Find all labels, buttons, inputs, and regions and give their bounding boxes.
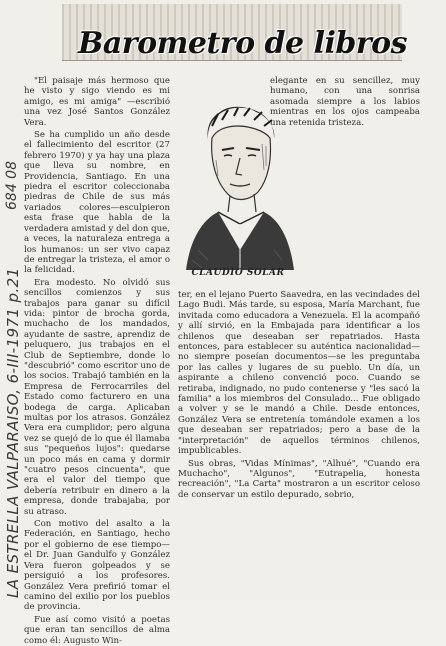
column-title: Barometro de libros [78, 26, 408, 61]
paragraph: elegante en su sencillez, muy humano, con una sonrisa asomada siempre a los labios mientras en los ojos campeaba una retenida tristeza. [270, 76, 420, 128]
archive-code-text: 684 08 [4, 161, 20, 210]
paragraph: Se ha cumplido un año desde el fallecimiento del escritor (27 febrero 1970) y ya hay una plaza que lleva su nombre, en Providencia, Santiago. En una piedra el escritor coleccionaba piedras de Chile de sus más variados colores—esculpieron esta frase que habla de la verdadera amistad y del don que, a veces, la naturaleza entrega a los humanos: un ser vivo capaz de entregar la tristeza, el amor o la felicidad. [24, 130, 170, 276]
article-column-left [24, 76, 170, 646]
author-portrait-drawing [178, 100, 298, 270]
paragraph: ter, en el lejano Puerto Saavedra, en las vecindades del Lago Budi. Más tarde, su esposa, María Marchant, fue invitada como educadora a Venezuela. El la acompañó y allí sirvió, en la Embajada para identificar a los chilenos que deseaban ser repatriados. Hasta entonces, para establecer su auténtica nacionalidad—no siempre poseían documentos—se les preguntaba por las calles y lugares de su pueblo. Un día, un aspirante a chileno convenció poco. Cuando se retiraba, indignado, no pudo contenerse y "les sacó la familia" a los miembros del Consulado... Fue obligado a volver y se le mandó a Chile. Desde entonces, González Vera se entretenía tomándole examen a los que deseaban ser repatriados; pero a base de la "interpretación" de aquellos términos chilenos, impublicables. [178, 290, 420, 457]
paragraph: Era modesto. No olvidó sus sencillos comienzos y sus trabajos para ganar su difícil vida: pintor de brocha gorda, muchacho de los mandados, ayudante de sastre, aprendiz de peluquero, jus trabajos en el Club de Septiembre, donde lo "descubrió" como escritor uno de los socios. Trabajó también en la Empresa de Ferrocarriles del Estado como facturero en una bodega de carga. Aplicaban multas por los atrasos. González Vera era cumplidor; pero alguna vez se quejó de lo que él llamaba sus "pequeños lujos": quedarse un poco más en cama y dormir "cuatro pesos cincuenta", que era el valor del tiempo que debería retribuir en dinero a la empresa, donde trabajaba, por su atraso. [24, 277, 170, 517]
paragraph: Con motivo del asalto a la Federación, en Santiago, hecho por el gobierno de ese tiempo—el Dr. Juan Gandulfo y González Vera fueron golpeados y se persiguió a los profesores. González Vera prefirió tomar el camino del exilio por los pueblos de provincia. [24, 519, 170, 613]
paragraph: Sus obras, "Vidas Mínimas", "Alhué", "Cuando era Muchacho", "Algunos", "Eutrapelia, honesta recreación", "La Carta" mostraron a un escritor celoso de conservar un estilo depurado, sobrio, [178, 458, 420, 500]
source-annotation-text: LA ESTRELLA VALPARAISO, 6-III-1971 p.21 [4, 267, 22, 598]
paragraph: Fue así como visitó a poetas que eran tan sencillos de alma como él: Augusto Win- [24, 614, 170, 646]
article-column-right [178, 290, 420, 600]
portrait-caption: CLAUDIO SOLAR [191, 268, 285, 278]
paragraph: "El paisaje más hermoso que he visto y sigo viendo es mi amigo, es mi amiga" —escribió una vez José Santos González Vera. [24, 76, 170, 128]
archive-code [0, 0, 22, 210]
